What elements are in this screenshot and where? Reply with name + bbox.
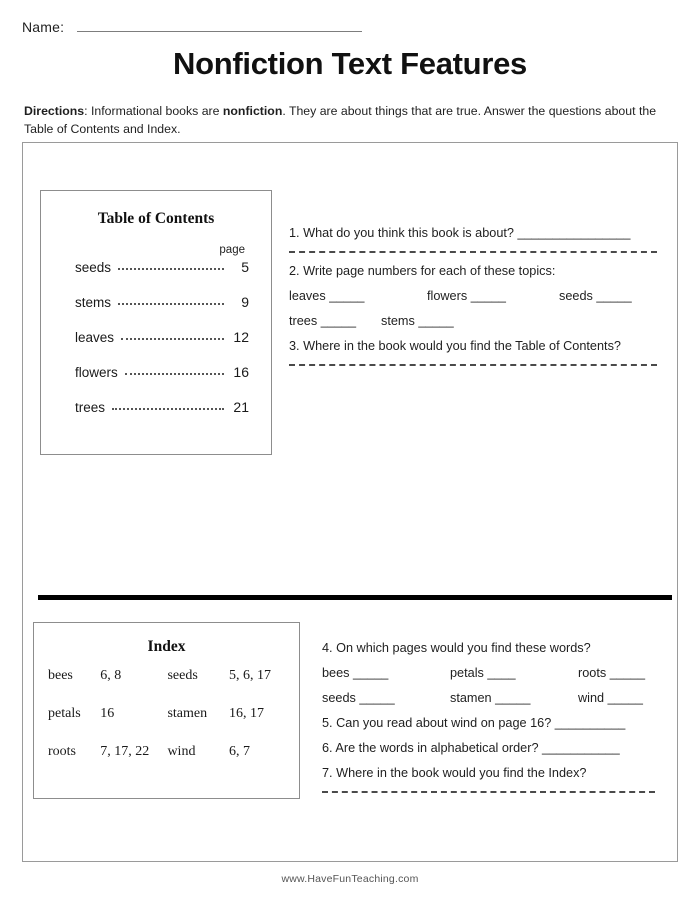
blank-stems[interactable]: stems _____ — [381, 313, 454, 328]
blank-stamen[interactable]: stamen _____ — [450, 690, 531, 705]
toc-topic: seeds — [75, 260, 112, 275]
blank-seeds[interactable]: seeds _____ — [322, 690, 395, 705]
name-row — [22, 19, 362, 35]
question-4-blank-row-1 — [322, 666, 662, 680]
question-6[interactable]: 6. Are the words in alphabetical order? ___________ — [322, 740, 620, 755]
question-3-answer-line[interactable] — [289, 364, 657, 366]
question-1-answer-line[interactable] — [289, 251, 657, 253]
index-title: Index — [147, 638, 186, 655]
dotted-leader — [112, 408, 224, 410]
question-7-answer-line[interactable] — [322, 791, 655, 793]
toc-row — [41, 364, 271, 399]
toc-topic: trees — [75, 400, 106, 415]
toc-topic: leaves — [75, 330, 115, 345]
toc-page-number: 9 — [241, 294, 249, 310]
toc-page-number: 21 — [233, 399, 249, 415]
index-box — [33, 622, 300, 799]
toc-row — [41, 329, 271, 364]
toc-row — [41, 294, 271, 329]
toc-topic: stems — [75, 295, 112, 310]
toc-page-column-header: page — [219, 244, 245, 256]
directions-label: Directions — [24, 104, 85, 118]
index-pages: 16, 17 — [229, 706, 265, 721]
index-word: petals — [48, 706, 81, 721]
question-2-blank-row-2 — [289, 314, 661, 328]
toc-row — [41, 259, 271, 294]
question-4: 4. On which pages would you find these words? — [322, 641, 591, 655]
dotted-leader — [125, 373, 224, 375]
index-pages: 5, 6, 17 — [229, 668, 272, 683]
blank-flowers[interactable]: flowers _____ — [427, 288, 506, 303]
blank-roots[interactable]: roots _____ — [578, 665, 646, 680]
dotted-leader — [118, 268, 224, 270]
toc-row — [41, 399, 271, 434]
dotted-leader — [118, 303, 224, 305]
question-1[interactable]: 1. What do you think this book is about? ________________ — [289, 226, 631, 240]
directions-bold-term: nonfiction — [222, 104, 283, 118]
toc-topic: flowers — [75, 365, 118, 380]
question-3: 3. Where in the book would you find the Table of Contents? — [289, 338, 621, 353]
questions-top-column — [289, 226, 661, 377]
index-row — [48, 706, 285, 744]
question-7: 7. Where in the book would you find the Index? — [322, 765, 587, 780]
index-pages: 6, 8 — [100, 668, 122, 683]
index-row — [48, 744, 285, 782]
index-pages: 7, 17, 22 — [100, 744, 150, 759]
index-pages: 16 — [100, 706, 115, 721]
index-word: wind — [167, 744, 196, 759]
blank-seeds[interactable]: seeds _____ — [559, 288, 632, 303]
blank-bees[interactable]: bees _____ — [322, 665, 389, 680]
toc-entry-list — [41, 259, 271, 434]
blank-wind[interactable]: wind _____ — [578, 690, 643, 705]
page-title: Nonfiction Text Features — [173, 46, 527, 81]
directions-part-1: : Informational books are — [84, 104, 223, 118]
table-of-contents-title: Table of Contents — [97, 210, 215, 227]
table-of-contents-box — [40, 190, 272, 455]
questions-bottom-column — [322, 641, 662, 804]
question-5[interactable]: 5. Can you read about wind on page 16? __________ — [322, 715, 626, 730]
index-word: stamen — [167, 706, 208, 721]
toc-page-number: 12 — [233, 329, 249, 345]
name-write-in-line[interactable] — [77, 31, 362, 32]
index-entry-grid — [34, 668, 299, 782]
footer-url: www.HaveFunTeaching.com — [281, 873, 419, 885]
directions-part-2: . They are about things that are true. Answer the questions about the Table of Contents and Index. — [24, 104, 657, 136]
blank-petals[interactable]: petals ____ — [450, 665, 516, 680]
blank-leaves[interactable]: leaves _____ — [289, 288, 365, 303]
blank-trees[interactable]: trees _____ — [289, 313, 357, 328]
question-4-blank-row-2 — [322, 691, 662, 705]
index-pages: 6, 7 — [229, 744, 251, 759]
question-2: 2. Write page numbers for each of these topics: — [289, 263, 556, 278]
toc-page-number: 5 — [241, 259, 249, 275]
dotted-leader — [121, 338, 224, 340]
section-divider — [38, 595, 672, 600]
index-word: seeds — [167, 668, 198, 683]
index-word: bees — [48, 668, 73, 683]
index-row — [48, 668, 285, 706]
directions-text — [24, 103, 676, 139]
question-2-blank-row-1 — [289, 289, 661, 303]
name-label: Name: — [22, 19, 65, 35]
index-word: roots — [48, 744, 76, 759]
toc-page-number: 16 — [233, 364, 249, 380]
